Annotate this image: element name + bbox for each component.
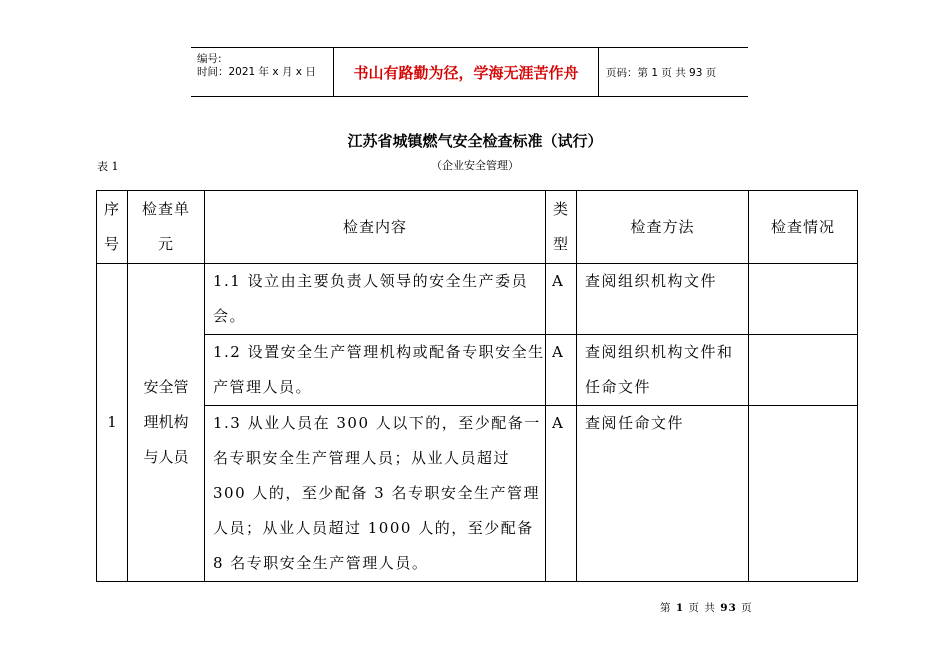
table-row — [97, 264, 858, 335]
row-type: A — [546, 264, 577, 335]
table-row — [97, 406, 858, 582]
header-seq: 序号 — [97, 191, 128, 264]
footer-prefix: 第 — [660, 602, 672, 614]
row-type: A — [546, 406, 577, 582]
group-seq: 1 — [97, 264, 128, 582]
row-method: 查阅任命文件 — [577, 406, 749, 582]
document-title: 江苏省城镇燃气安全检查标准（试行） — [347, 132, 603, 150]
row-method: 查阅组织机构文件和任命文件 — [577, 335, 749, 406]
row-content: 1.1 设立由主要负责人领导的安全生产委员会。 — [205, 264, 546, 335]
page-footer — [660, 600, 753, 615]
row-content: 1.3 从业人员在 300 人以下的，至少配备一名专职安全生产管理人员；从业人员超过 300 人的，至少配备 3 名专职安全生产管理人员；从业人员超过 1000 人的，至少配备 8 名专职安全生产管理人员。 — [205, 406, 546, 582]
table-header-row — [97, 191, 858, 264]
footer-total: 93 — [720, 602, 737, 614]
page-header — [191, 47, 748, 97]
table-row — [97, 335, 858, 406]
table-number: 表 1 — [97, 160, 119, 173]
motto: 书山有路勤为径，学海无涯苦作舟 — [333, 48, 599, 96]
header-type: 类型 — [546, 191, 577, 264]
document-subtitle: （企业安全管理） — [431, 159, 519, 172]
number-label: 编号: — [197, 53, 222, 65]
row-type: A — [546, 335, 577, 406]
row-status — [749, 335, 858, 406]
time-label: 时间：2021 年 x 月 x 日 — [197, 66, 316, 78]
inspection-table — [96, 190, 858, 582]
footer-middle: 页 共 — [688, 602, 716, 614]
footer-page: 1 — [675, 602, 685, 614]
row-status — [749, 406, 858, 582]
header-method: 检查方法 — [577, 191, 749, 264]
row-method: 查阅组织机构文件 — [577, 264, 749, 335]
header-page-label: 页码：第 1 页 共 93 页 — [606, 66, 717, 79]
header-status: 检查情况 — [749, 191, 858, 264]
row-status — [749, 264, 858, 335]
footer-suffix: 页 — [741, 602, 753, 614]
header-meta — [191, 48, 333, 96]
header-content: 检查内容 — [205, 191, 546, 264]
row-content: 1.2 设置安全生产管理机构或配备专职安全生产管理人员。 — [205, 335, 546, 406]
group-unit: 安全管理机构与人员 — [128, 264, 205, 582]
header-unit: 检查单元 — [128, 191, 205, 264]
